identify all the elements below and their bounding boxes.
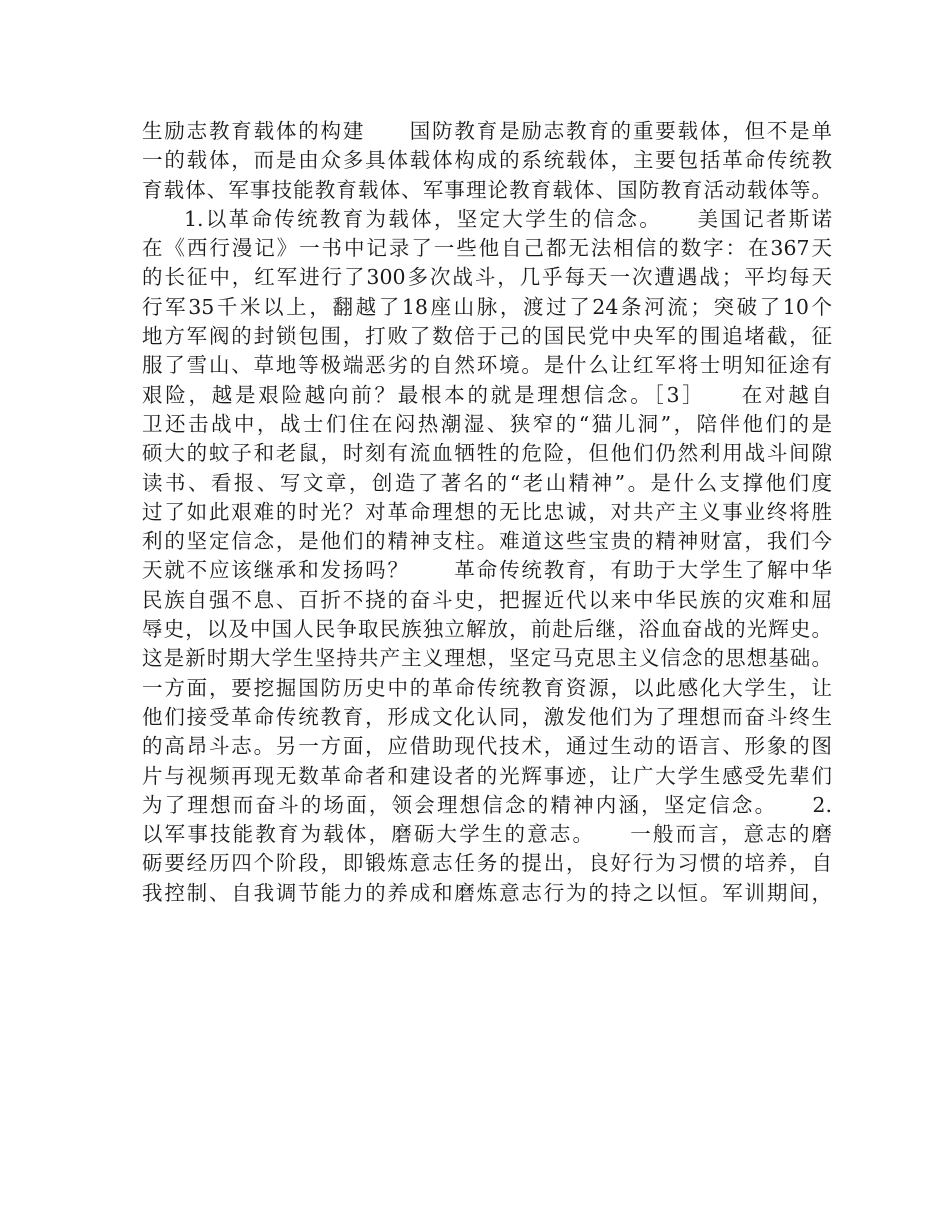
text-line: 在《西行漫记》一书中记录了一些他自己都无法相信的数字：在367天 xyxy=(142,236,832,261)
text-line: 卫还击战中，战士们住在闷热潮湿、狭窄的“猫儿洞”，陪伴他们的是 xyxy=(142,411,832,436)
text-line: 硕大的蚊子和老鼠，时刻有流血牺牲的危险，但他们仍然利用战斗间隙 xyxy=(142,441,832,466)
text-line: 1.以革命传统教育为载体，坚定大学生的信念。 美国记者斯诺 xyxy=(184,206,832,231)
text-line: 利的坚定信念，是他们的精神支柱。难道这些宝贵的精神财富，我们今 xyxy=(142,529,832,554)
text-line: 这是新时期大学生坚持共产主义理想，坚定马克思主义信念的思想基础。 xyxy=(142,646,832,671)
text-line: 行军35千米以上，翻越了18座山脉，渡过了24条河流；突破了10个 xyxy=(142,294,832,319)
text-line: 一方面，要挖掘国防历史中的革命传统教育资源，以此感化大学生，让 xyxy=(142,675,832,700)
text-line: 育载体、军事技能教育载体、军事理论教育载体、国防教育活动载体等。 xyxy=(142,177,832,202)
text-line: 片与视频再现无数革命者和建设者的光辉事迹，让广大学生感受先辈们 xyxy=(142,763,832,788)
text-line: 地方军阀的封锁包围，打败了数倍于己的国民党中央军的围追堵截，征 xyxy=(142,324,832,349)
text-line: 艰险，越是艰险越向前？最根本的就是理想信念。［3］ 在对越自 xyxy=(142,382,832,407)
text-line: 他们接受革命传统教育，形成文化认同，激发他们为了理想而奋斗终生 xyxy=(142,704,832,729)
text-line: 服了雪山、草地等极端恶劣的自然环境。是什么让红军将士明知征途有 xyxy=(142,353,832,378)
text-line: 辱史，以及中国人民争取民族独立解放，前赴后继，浴血奋战的光辉史。 xyxy=(142,617,832,642)
text-line: 民族自强不息、百折不挠的奋斗史，把握近代以来中华民族的灾难和屈 xyxy=(142,587,832,612)
text-line: 我控制、自我调节能力的养成和磨炼意志行为的持之以恒。军训期间， xyxy=(142,880,832,905)
text-line: 以军事技能教育为载体，磨砺大学生的意志。 一般而言，意志的磨 xyxy=(142,822,832,847)
text-line: 天就不应该继承和发扬吗？ 革命传统教育，有助于大学生了解中华 xyxy=(142,558,832,583)
text-line: 读书、看报、写文章，创造了著名的“老山精神”。是什么支撑他们度 xyxy=(142,470,832,495)
text-line: 为了理想而奋斗的场面，领会理想信念的精神内涵，坚定信念。 2. xyxy=(142,792,832,817)
body-text xyxy=(142,117,832,908)
text-line: 的高昂斗志。另一方面，应借助现代技术，通过生动的语言、形象的图 xyxy=(142,734,832,759)
text-line: 一的载体，而是由众多具体载体构成的系统载体，主要包括革命传统教 xyxy=(142,148,832,173)
text-line: 生励志教育载体的构建 国防教育是励志教育的重要载体，但不是单 xyxy=(142,119,832,143)
text-line: 的长征中，红军进行了300多次战斗，几乎每天一次遭遇战；平均每天 xyxy=(142,265,832,290)
text-line: 过了如此艰难的时光？对革命理想的无比忠诚，对共产主义事业终将胜 xyxy=(142,499,832,524)
text-line: 砺要经历四个阶段，即锻炼意志任务的提出，良好行为习惯的培养，自 xyxy=(142,851,832,876)
